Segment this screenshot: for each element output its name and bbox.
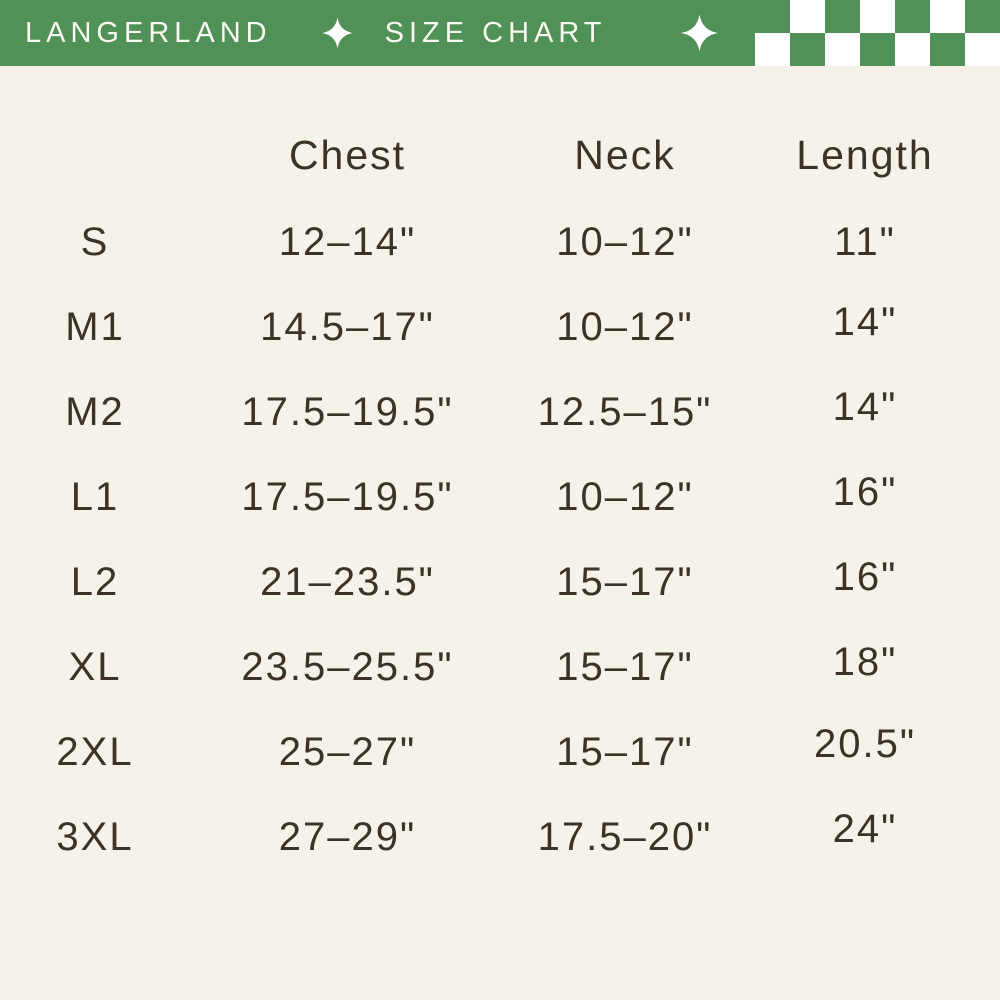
neck-value: 15–17" xyxy=(556,645,694,689)
chest-value: 14.5–17" xyxy=(260,305,435,349)
length-value: 16" xyxy=(832,555,898,599)
neck-value: 12.5–15" xyxy=(537,390,713,434)
chest-value: 27–29" xyxy=(278,815,417,859)
column-header-size xyxy=(0,110,190,200)
length-value: 24" xyxy=(832,807,898,851)
size-label: L1 xyxy=(70,475,120,519)
size-table xyxy=(0,110,1000,880)
size-label: L2 xyxy=(70,560,120,604)
page-title: SIZE CHART xyxy=(384,16,607,49)
length-value: 14" xyxy=(832,385,898,429)
brand-name: LANGERLAND xyxy=(25,16,272,49)
neck-value: 10–12" xyxy=(556,220,694,264)
sparkle-icon xyxy=(681,10,718,56)
neck-value: 10–12" xyxy=(556,305,694,349)
neck-value: 15–17" xyxy=(556,730,694,774)
chest-value: 17.5–19.5" xyxy=(241,475,454,519)
length-value: 14" xyxy=(832,300,898,344)
column-header-chest: Chest xyxy=(288,131,407,178)
size-label: M1 xyxy=(65,305,125,349)
checkerboard-pattern xyxy=(755,0,1000,66)
column-header-length: Length xyxy=(796,131,934,178)
size-label: S xyxy=(80,220,110,264)
column-header-neck: Neck xyxy=(574,131,676,178)
size-label: 3XL xyxy=(56,815,134,859)
sparkle-icon xyxy=(322,11,353,55)
neck-value: 17.5–20" xyxy=(537,815,713,859)
length-value: 16" xyxy=(832,470,898,514)
neck-value: 10–12" xyxy=(556,475,694,519)
chest-value: 17.5–19.5" xyxy=(241,390,454,434)
chest-value: 23.5–25.5" xyxy=(241,645,454,689)
length-value: 20.5" xyxy=(813,722,917,766)
size-label: M2 xyxy=(65,390,125,434)
chest-value: 12–14" xyxy=(278,220,417,264)
neck-value: 15–17" xyxy=(556,560,694,604)
chest-value: 25–27" xyxy=(278,730,417,774)
length-value: 11" xyxy=(834,220,896,264)
chest-value: 21–23.5" xyxy=(260,560,435,604)
size-label: 2XL xyxy=(56,730,134,774)
size-label: XL xyxy=(68,645,122,689)
header-bar xyxy=(0,0,1000,66)
length-value: 18" xyxy=(832,640,898,684)
